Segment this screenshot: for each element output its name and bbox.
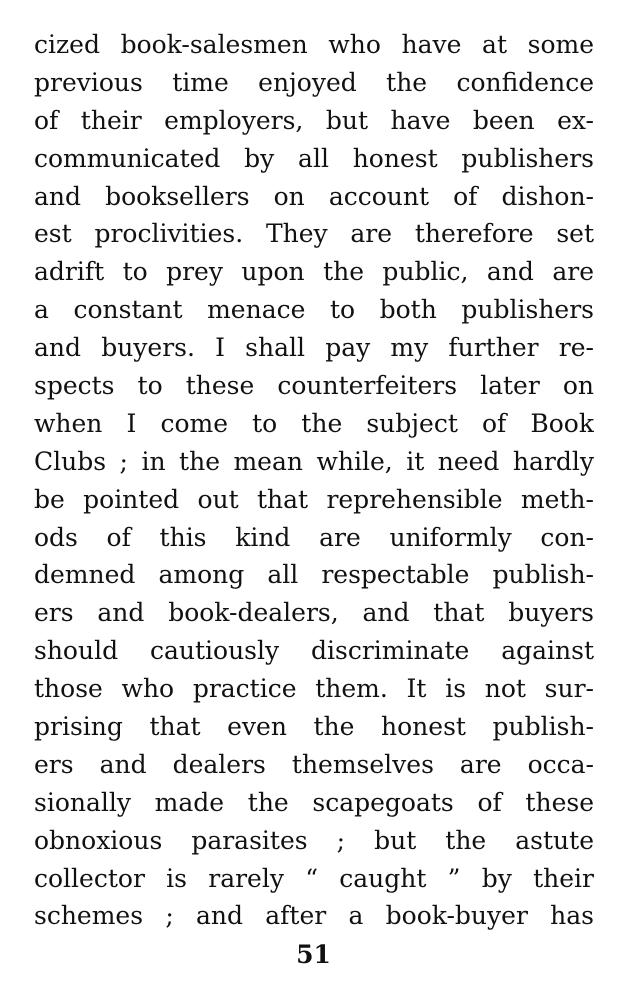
text-line: and buyers. I shall pay my further re- — [34, 333, 594, 363]
body-text — [34, 26, 594, 935]
text-line: be pointed out that reprehensible meth- — [34, 484, 594, 514]
text-line: demned among all respectable publish- — [34, 560, 594, 590]
text-line: ers and dealers themselves are occa- — [34, 749, 594, 779]
text-line: of their employers, but have been ex- — [34, 105, 594, 135]
text-line: Clubs ; in the mean while, it need hardly — [34, 446, 594, 476]
text-line: ods of this kind are uniformly con- — [34, 522, 594, 552]
text-line: est proclivities. They are therefore set — [34, 219, 594, 249]
text-line: prising that even the honest publish- — [34, 712, 594, 742]
text-line: schemes ; and after a book-buyer has — [34, 901, 594, 931]
page-number: 51 — [296, 940, 331, 969]
text-line: when I come to the subject of Book — [34, 408, 594, 438]
text-line: previous time enjoyed the confidence — [34, 67, 594, 97]
text-line: ers and book-dealers, and that buyers — [34, 598, 594, 628]
text-line: sionally made the scapegoats of these — [34, 787, 594, 817]
text-line: those who practice them. It is not sur- — [34, 674, 594, 704]
text-line: adrift to prey upon the public, and are — [34, 257, 594, 287]
text-line: obnoxious parasites ; but the astute — [34, 825, 594, 855]
text-line: and booksellers on account of dishon- — [34, 181, 594, 211]
text-line: a constant menace to both publishers — [34, 295, 594, 325]
text-line: spects to these counterfeiters later on — [34, 371, 594, 401]
text-line: collector is rarely “ caught ” by their — [34, 863, 594, 893]
text-line: cized book-salesmen who have at some — [34, 30, 594, 59]
text-line: communicated by all honest publishers — [34, 143, 594, 173]
text-line: should cautiously discriminate against — [34, 636, 594, 666]
